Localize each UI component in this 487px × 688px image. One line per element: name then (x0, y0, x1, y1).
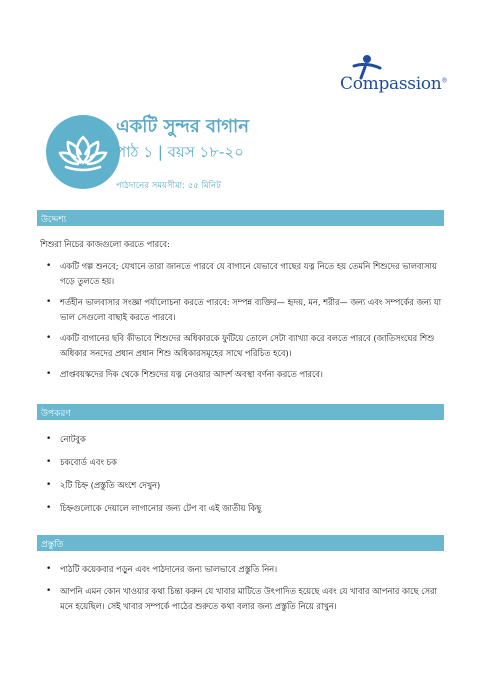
objectives-header (37, 210, 444, 226)
list-item: • শর্তহীন ভালবাসার সংজ্ঞা পর্যালোচনা করতে পারবে: সম্পন্ন ব্যক্তির— হৃদয়, মন, শরীর— জন্য এবং সম্পর্কের জন্য যা ভাল সেগুলো বাছাই করতে পারবে। (40, 295, 444, 325)
lesson-title: একটি সুন্দর বাগান (116, 116, 250, 137)
list-item: • আপনি এমন কোন খাওয়ার কথা চিন্তা করুন যে খাবার মাটিতে উৎপাদিত হয়েছে এবং যে খাবার আপনার কাছে সেরা মনে হয়েছিল। সেই খাবার সম্পর্কে পাঠের শুরুতে কথা বলার জন্য প্রস্তুতি নিয়ে রাখুন। (40, 584, 444, 614)
preparation-heading: প্রস্তুতি (41, 540, 64, 550)
materials-heading: উপকরণ (41, 409, 71, 419)
lesson-duration: পাঠদানের সময়সীমা: ৫৫ মিনিট (116, 181, 221, 191)
list-item: • চকবোর্ড এবং চক (40, 455, 444, 470)
lotus-icon (46, 115, 120, 189)
lesson-subtitle: পাঠ ১ | বয়স ১৮-২০ (116, 143, 244, 161)
objectives-list (40, 259, 444, 382)
objectives-intro: শিশুরা নিচের কাজগুলো করতে পারবে: (40, 239, 170, 249)
list-item: • প্রাপ্তবয়স্কদের দিক থেকে শিশুদের যত্ন নেওয়ার আদর্শ অবস্থা বর্ণনা করতে পারবে। (40, 367, 444, 382)
materials-header (37, 404, 444, 420)
list-item: • একটি গল্প শুনবে; যেখানে তারা জানতে পারবে যে বাগানে যেভাবে গাছের যত্ন নিতে হয় তেমনি শিশুদের ভালবাসায় গড়ে তুলতে হয়। (40, 259, 444, 289)
materials-list (40, 432, 444, 516)
list-item: • নোটবুক (40, 432, 444, 447)
list-item: • একটি বাগানের ছবি কীভাবে শিশুদের অধিকারকে ফুটিয়ে তোলে সেটা ব্যাখ্যা করে বলতে পারবে (জাতিসংঘের শিশু অধিকার সনদের প্রধান প্রধান শিশু অধিকারসমূহের সাথে পরিচিত হবে)। (40, 331, 444, 361)
logo-text: Compassion® (340, 74, 448, 94)
lotus-emblem (46, 115, 120, 189)
list-item: • চিহ্নগুলোকে দেয়ালে লাগানোর জন্য টেপ বা এই জাতীয় কিছু (40, 501, 444, 516)
list-item: • পাঠটি কয়েকবার পড়ুন এবং পাঠদানের জন্য ভালভাবে প্রস্তুতি নিন। (40, 562, 444, 577)
list-item: • ২টি চিহ্ন (প্রস্তুতি অংশে দেখুন) (40, 478, 444, 493)
objectives-heading: উদ্দেশ্য (41, 215, 67, 225)
preparation-header (37, 535, 444, 551)
preparation-list (40, 562, 444, 614)
